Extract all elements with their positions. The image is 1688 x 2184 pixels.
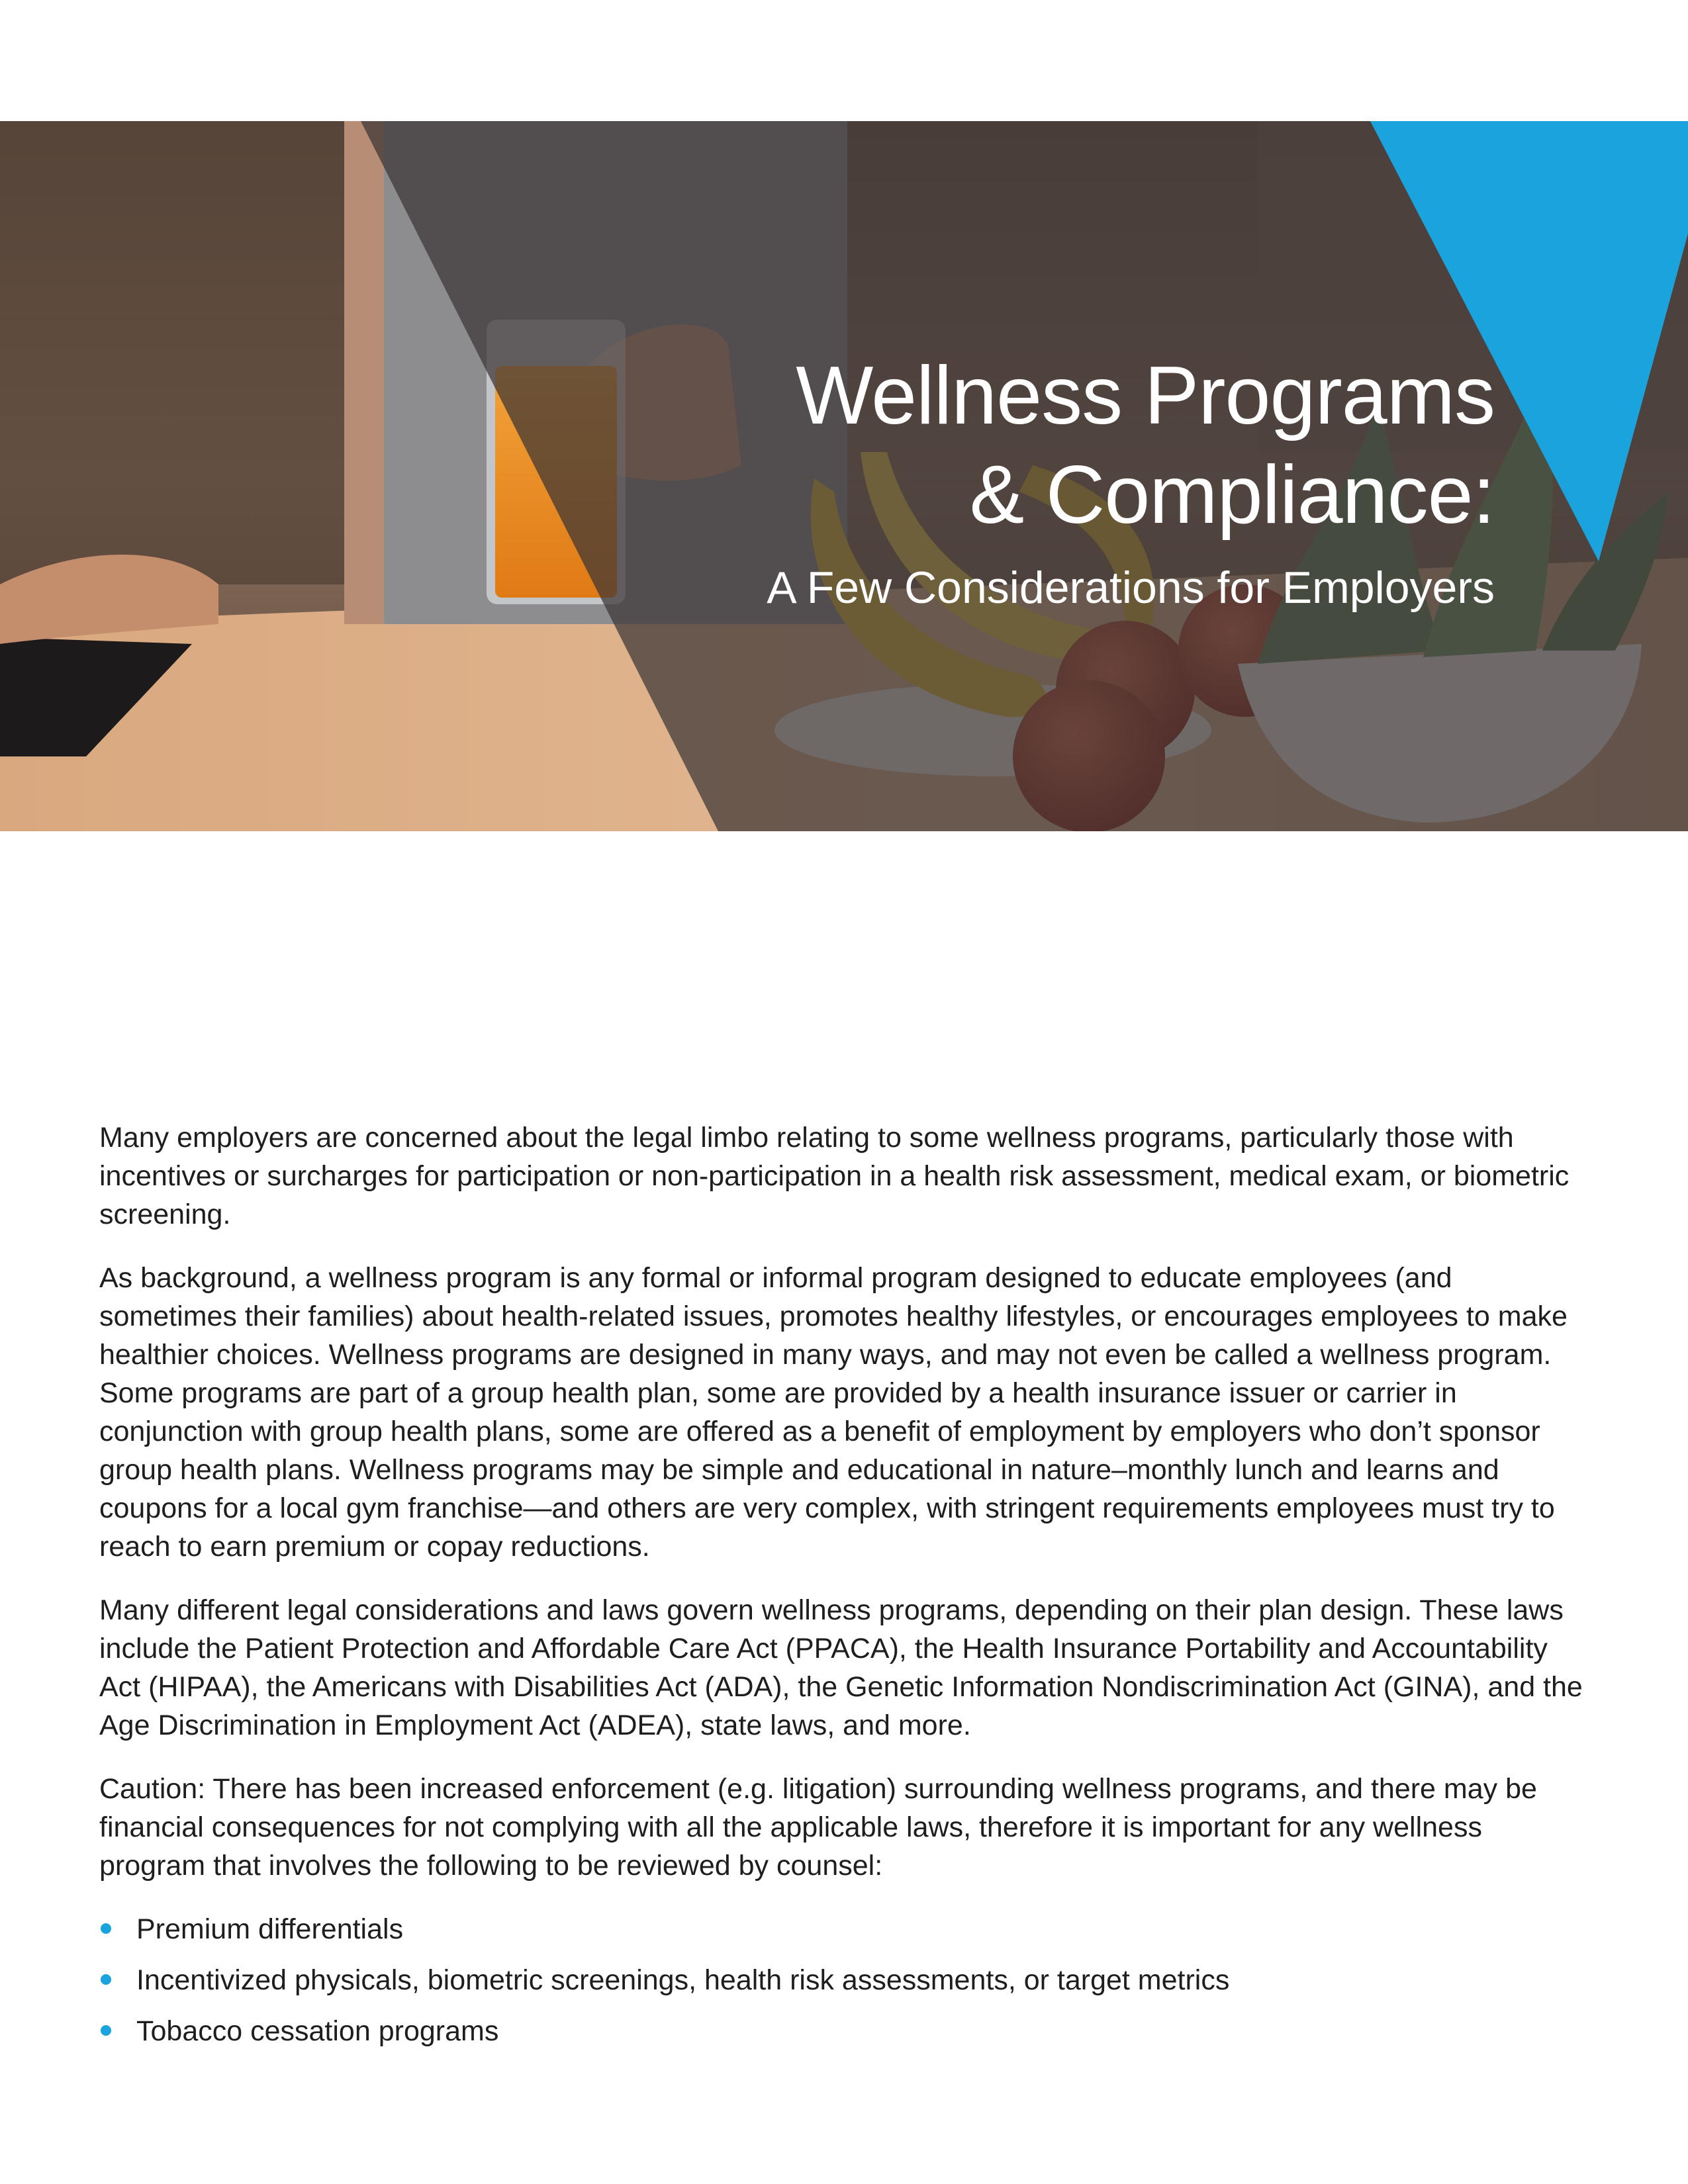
bullet-dot-icon <box>101 1974 111 1985</box>
paragraph-laws: Many different legal considerations and laws govern wellness programs, depending on their plan design. These laws include the Patient Protection and Affordable Care Act (PPACA), the Health Insurance Portability and Accountability Act (HIPAA), the Americans with Disabilities Act (ADA), the Genetic Information Nondiscrimination Act (GINA), and the Age Discrimination in Employment Act (ADEA), state laws, and more. <box>99 1594 1583 1741</box>
review-list <box>99 1910 1589 2050</box>
list-item-text: Premium differentials <box>136 1913 404 1945</box>
bullet-dot-icon <box>101 1923 111 1934</box>
paragraph-caution: Caution: There has been increased enforcement (e.g. litigation) surrounding wellness programs, and there may be financial consequences for not complying with all the applicable laws, therefore it is important for any wellness program that involves the following to be reviewed by counsel: <box>99 1773 1537 1882</box>
page-title <box>796 346 1495 545</box>
list-item <box>99 1910 1589 1948</box>
list-item <box>99 2012 1589 2050</box>
list-item-text: Incentivized physicals, biometric screenings, health risk assessments, or target metrics <box>136 1964 1230 1996</box>
paragraph-background: As background, a wellness program is any formal or informal program designed to educate employees (and sometimes their families) about health-related issues, promotes healthy lifestyles, or encourages employees to make healthier choices. Wellness programs are designed in many ways, and may not even be called a wellness program. Some programs are part of a group health plan, some are provided by a health insurance issuer or carrier in conjunction with group health plans, some are offered as a benefit of employment by employers who don’t sponsor group health plans. Wellness programs may be simple and educational in nature–monthly lunch and learns and coupons for a local gym franchise—and others are very complex, with stringent requirements employees must try to reach to earn premium or copay reductions. <box>99 1262 1568 1563</box>
title-line-2: & Compliance: <box>969 449 1495 541</box>
list-item-text: Tobacco cessation programs <box>136 2015 499 2047</box>
article-body <box>99 1118 1589 2063</box>
hero-banner <box>0 121 1688 831</box>
bullet-dot-icon <box>101 2025 111 2036</box>
title-line-1: Wellness Programs <box>796 350 1495 441</box>
list-item <box>99 1961 1589 1999</box>
paragraph-intro: Many employers are concerned about the legal limbo relating to some wellness programs, particularly those with incentives or surcharges for participation or non-participation in a health risk assessment, medical exam, or biometric screening. <box>99 1122 1570 1230</box>
page-subtitle: A Few Considerations for Employers <box>767 563 1495 613</box>
